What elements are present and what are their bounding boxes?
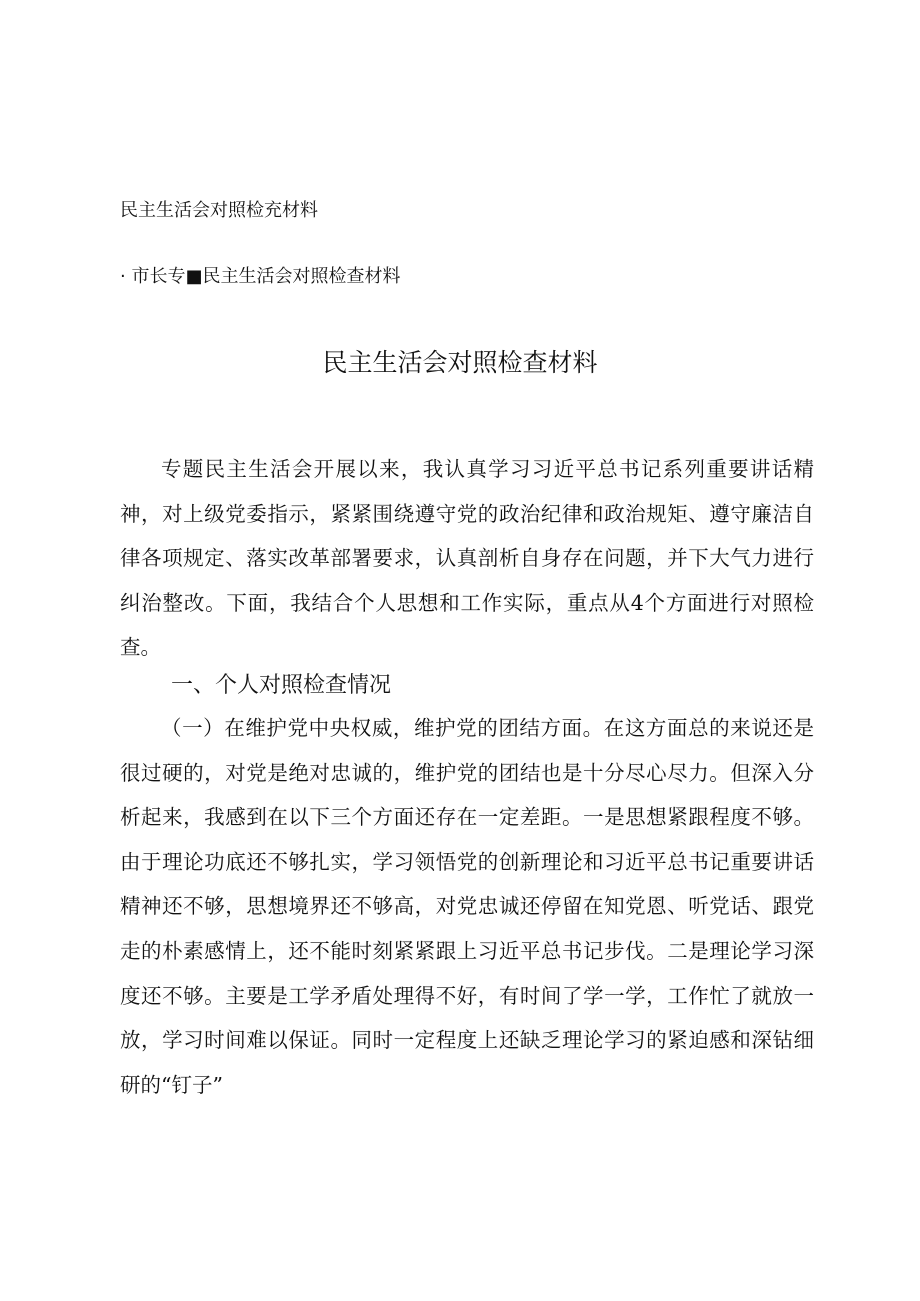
document-header-line-1: 民主生活会对照检充材料 <box>120 200 318 221</box>
intro-paragraph: 专题民主生活会开展以来，我认真学习习近平总书记系列重要讲话精神，对上级党委指示，紧紧围绕遵守党的政治纪律和政治规矩、遵守廉洁自律各项规定、落实改革部署要求，认真剖析自身存在问题，并下大气力进行纠治整改。下面，我结合个人思想和工作实际，重点从4个方面进行对照检查。 <box>120 457 814 660</box>
document-title: 民主生活会对照检查材料 <box>322 348 598 377</box>
document-header-line-2: · 市长专■民主生活会对照检查材料 <box>120 266 401 287</box>
section-heading: 一、个人对照检查情况 <box>171 673 392 698</box>
subsection-paragraph: （一）在维护党中央权威，维护党的团结方面。在这方面总的来说还是很过硬的，对党是绝对忠诚的，维护党的团结也是十分尽心尽力。但深入分析起来，我感到在以下三个方面还存在一定差距。一是思想紧跟程度不够。由于理论功底还不够扎实，学习领悟党的创新理论和习近平总书记重要讲话精神还不够，思想境界还不够高，对党忠诚还停留在知党恩、听党话、跟党走的朴素感情上，还不能时刻紧紧跟上习近平总书记步伐。二是理论学习深度还不够。主要是工学矛盾处理得不好，有时间了学一学，工作忙了就放一放，学习时间难以保证。同时一定程度上还缺乏理论学习的紧迫感和深钻细研的“钉子” <box>120 716 814 1097</box>
